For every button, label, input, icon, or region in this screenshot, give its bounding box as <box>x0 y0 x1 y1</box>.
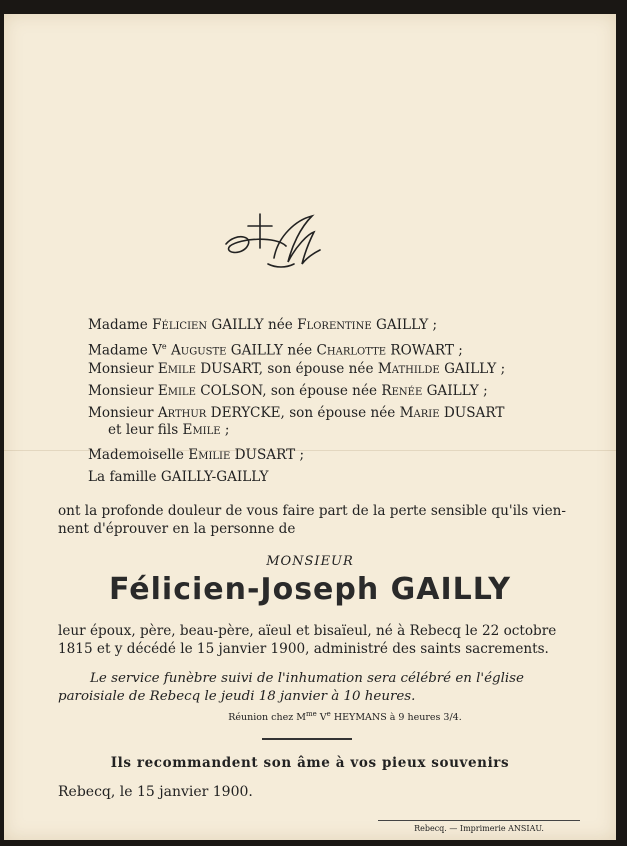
service-notice: Le service funèbre suivi de l'inhumation sera célébré en l'église paroisiale de Rebecq le jeudi 18 janvier à 10 heures. <box>58 671 524 704</box>
place-date: Rebecq, le 15 janvier 1900. <box>58 784 253 800</box>
printer-rule <box>378 820 580 821</box>
recommend-line: Ils recommandent son âme à vos pieux souvenirs <box>110 755 510 771</box>
printer-credit: Rebecq. — Imprimerie ANSIAU. <box>414 824 544 833</box>
family-line: Mademoiselle Emilie DUSART ; <box>88 447 305 463</box>
title-monsieur: MONSIEUR <box>266 554 354 569</box>
family-line: Monsieur Emile DUSART, son épouse née Mathilde GAILLY ; <box>88 361 506 377</box>
mourning-card <box>4 14 616 840</box>
family-line: Madame Ve Auguste GAILLY née Charlotte ROWART ; <box>88 342 463 359</box>
details: leur époux, père, beau-père, aïeul et bisaïeul, né à Rebecq le 22 octobre 1815 et y décédé le 15 janvier 1900, administré des saints sacrements. <box>58 623 557 657</box>
family-line: Monsieur Emile COLSON, son épouse née Renée GAILLY ; <box>88 383 488 399</box>
reunion-note: Réunion chez $M^{me}$ Ve HEYMANS à 9 heures 3/4. <box>228 710 462 724</box>
deceased-name: Félicien-Joseph GAILLY <box>109 572 511 607</box>
divider <box>262 738 352 740</box>
family-line: Madame Félicien GAILLY née Florentine GAILLY ; <box>88 317 438 333</box>
announcement: ont la profonde douleur de vous faire part de la perte sensible qu'ils vien- nent d'éprouver en la personne de <box>58 503 566 537</box>
family-line: Monsieur Arthur DERYCKE, son épouse née Marie DUSART et leur fils Emile ; <box>88 405 505 438</box>
family-line: La famille GAILLY-GAILLY <box>88 469 269 485</box>
cross-monogram-icon <box>216 206 326 278</box>
family-list <box>88 314 588 488</box>
